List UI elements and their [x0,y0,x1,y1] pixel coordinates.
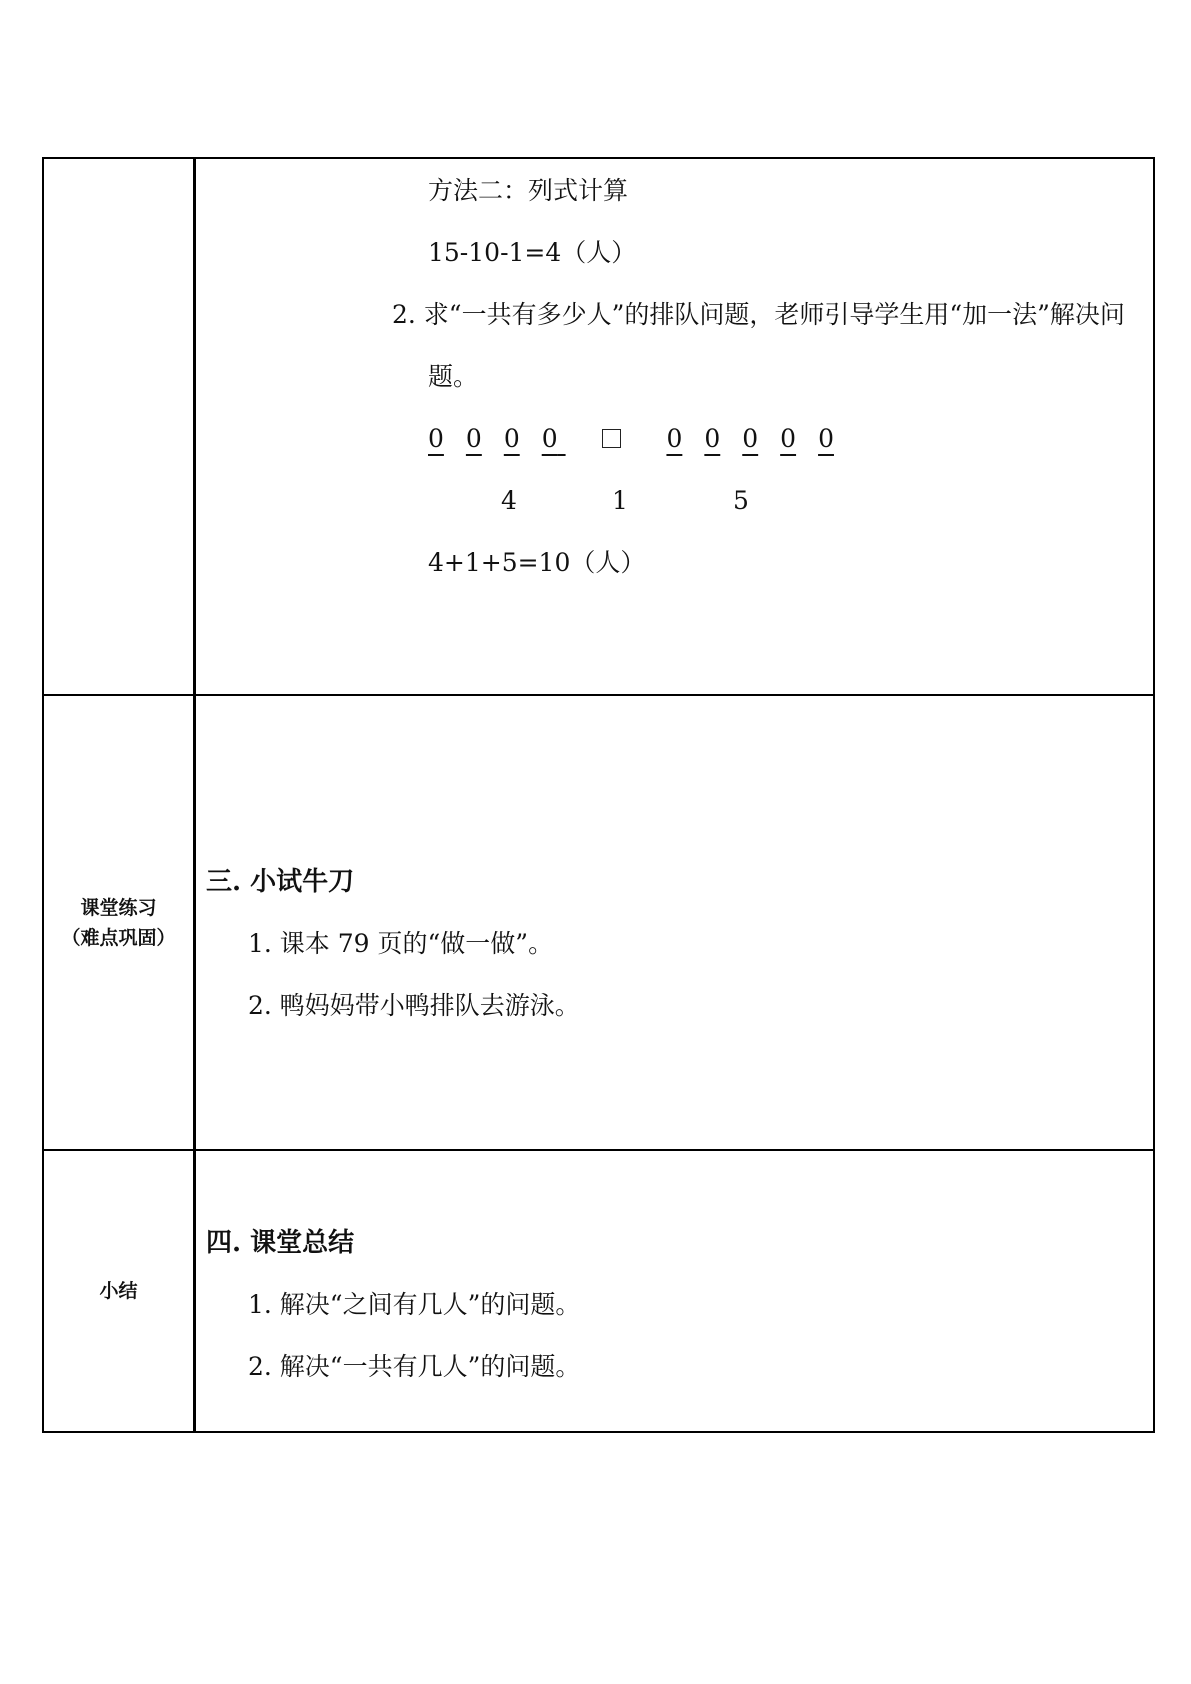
row-content-cell-summary [195,1150,1155,1432]
count-right: 5 [733,486,749,515]
item-two-line-one: 2. 求“一共有多少人”的排队问题，老师引导学生用“加一法”解决问 [392,300,1125,329]
queue-person: 0 [742,424,759,453]
table-row-summary [43,1150,1154,1432]
queue-diagram [428,423,848,455]
row-label-cell-summary [43,1150,195,1432]
item-two-line-two: 题。 [428,362,479,391]
table-row-practice [43,695,1154,1150]
practice-item-two: 2. 鸭妈妈带小鸭排队去游泳。 [248,991,580,1020]
summary-label: 小结 [99,1280,138,1302]
count-left: 4 [501,486,517,515]
row-label-cell-practice [43,695,195,1150]
queue-person: 0 [704,424,721,453]
practice-label-line2: （难点巩固） [61,926,176,949]
summary-item-two: 2. 解决“一共有几人”的问题。 [248,1352,581,1381]
count-middle: 1 [612,486,628,515]
queue-self-box [602,429,621,448]
queue-person: 0 [818,424,834,453]
lesson-plan-table [42,157,1155,1433]
practice-label-line1: 课堂练习 [80,896,157,919]
practice-label [44,893,193,953]
equation-subtraction: 15-10-1=4（人） [428,238,637,267]
practice-heading: 三. 小试牛刀 [206,867,355,897]
practice-item-one: 1. 课本 79 页的“做一做”。 [248,929,554,958]
equation-addition: 4+1+5=10（人） [428,548,646,577]
row-content-cell-methods [195,158,1155,695]
queue-person: 0 [541,424,558,453]
table-row-methods [43,158,1154,695]
row-content-cell-practice [195,695,1155,1150]
queue-person: 0 [666,424,683,453]
queue-right-group [666,424,848,453]
queue-person: 0 [428,424,444,453]
summary-item-one: 1. 解决“之间有几人”的问题。 [248,1290,581,1319]
queue-person: 0 [780,424,797,453]
row-label-cell-empty [43,158,195,695]
method-two-title: 方法二：列式计算 [428,176,629,205]
queue-left-group [428,424,566,453]
queue-person: 0 [503,424,520,453]
queue-person: 0 [465,424,482,453]
summary-heading: 四. 课堂总结 [206,1228,355,1258]
